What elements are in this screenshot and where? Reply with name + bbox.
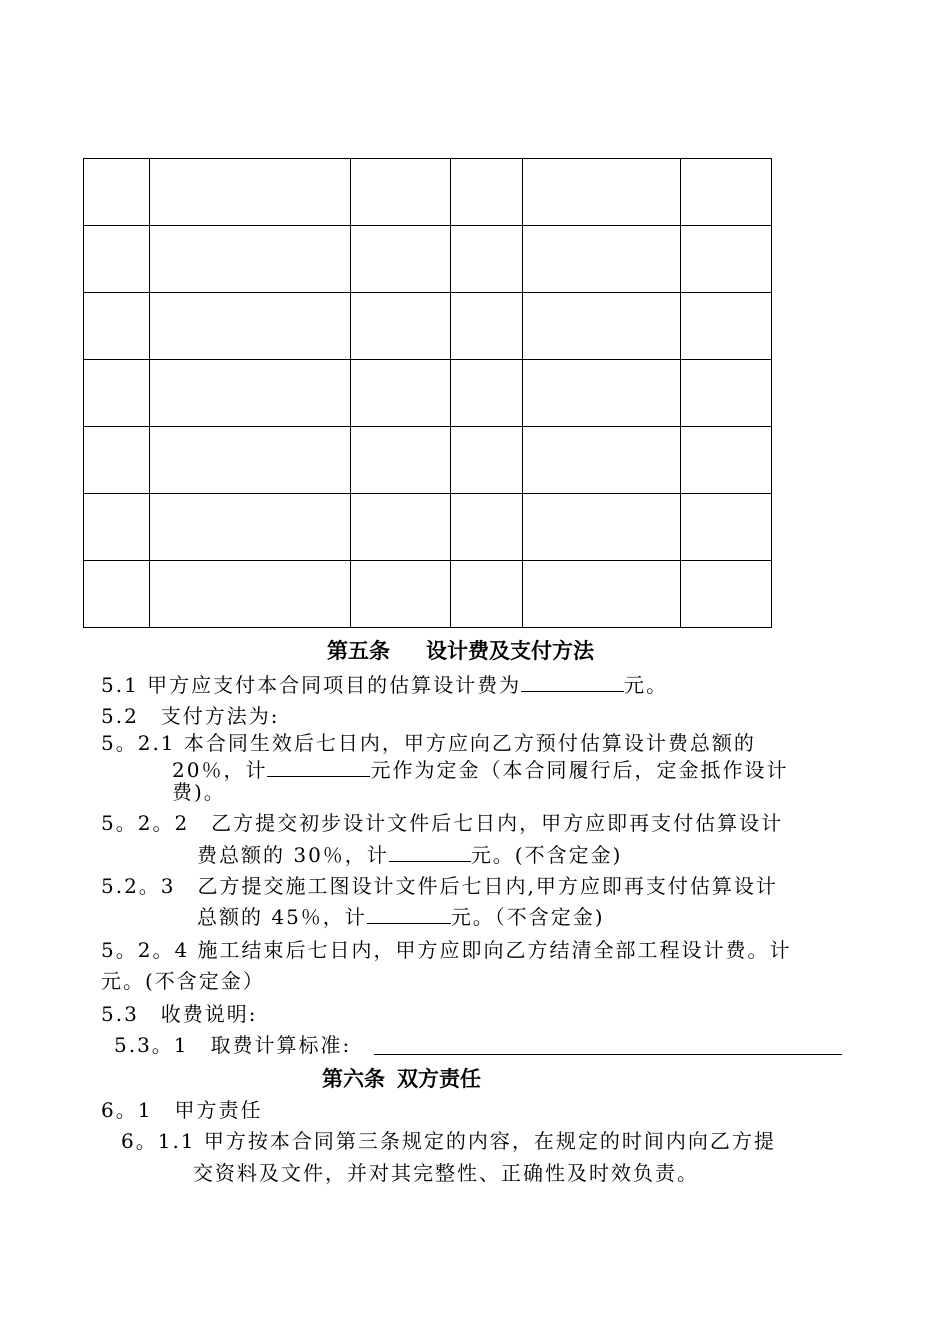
deposit-text: 元作为定金（本合同履行后，定金抵作设计 [370,758,789,782]
table-cell[interactable] [84,427,150,494]
second-payment-blank[interactable] [389,841,471,862]
clause-5-2-3-line1: 5.2。3 乙方提交施工图设计文件后七日内,甲方应即再支付估算设计 [101,874,778,898]
second-payment-percent: 费总额的 30％，计 [197,843,389,867]
table-row [84,494,772,561]
table-cell[interactable] [84,561,150,628]
table-cell[interactable] [351,360,451,427]
table-cell[interactable] [681,159,772,226]
table-cell[interactable] [523,427,681,494]
table-row [84,427,772,494]
clause-5-2-1-line2 [172,756,788,783]
table-cell[interactable] [351,159,451,226]
table-cell[interactable] [351,561,451,628]
table-cell[interactable] [451,494,523,561]
clause-6-1-1-line1: 6。1.1 甲方按本合同第三条规定的内容，在规定的时间内向乙方提 [121,1129,776,1153]
table-cell[interactable] [84,360,150,427]
table-cell[interactable] [150,561,351,628]
table-cell[interactable] [523,360,681,427]
third-payment-percent: 总额的 45％，计 [197,905,367,929]
table-cell[interactable] [523,293,681,360]
table-cell[interactable] [681,226,772,293]
clause-5-1 [101,671,668,698]
article-6-title: 双方责任 [397,1067,481,1091]
third-payment-unit: 元。（不含定金) [450,905,605,929]
deposit-amount-blank[interactable] [267,756,370,777]
clause-5-1-unit: 元。 [624,673,669,697]
table-cell[interactable] [451,427,523,494]
table-cell[interactable] [523,159,681,226]
table-cell[interactable] [150,226,351,293]
clause-5-3-1: 5.3。1 取费计算标准: [114,1033,352,1057]
clause-5-2-1-line3: 费)。 [172,780,226,804]
table-row [84,159,772,226]
table-row [84,360,772,427]
table-cell[interactable] [150,360,351,427]
table-cell[interactable] [150,427,351,494]
table-cell[interactable] [681,293,772,360]
design-fee-blank[interactable] [521,671,624,692]
clause-5-2: 5.2 支付方法为: [101,704,280,728]
table-cell[interactable] [451,226,523,293]
table-cell[interactable] [451,360,523,427]
clause-5-2-4-line1: 5。2。4 施工结束后七日内，甲方应即向乙方结清全部工程设计费。计 [101,938,792,962]
table-row [84,226,772,293]
table-cell[interactable] [681,360,772,427]
fee-standard-blank[interactable] [374,1034,842,1055]
article-6-heading [322,1065,481,1093]
clause-5-1-text: 5.1 甲方应支付本合同项目的估算设计费为 [101,673,522,697]
deposit-percent: 20％，计 [172,758,268,782]
article-5-title: 设计费及支付方法 [426,639,594,663]
third-payment-blank[interactable] [367,903,451,924]
table-cell[interactable] [351,494,451,561]
table-cell[interactable] [681,427,772,494]
clause-5-2-3-line2 [197,903,605,930]
blank-table [83,158,772,628]
second-payment-unit: 元。(不含定金) [470,843,623,867]
table-cell[interactable] [451,159,523,226]
table-cell[interactable] [150,159,351,226]
table-cell[interactable] [681,494,772,561]
clause-5-2-2-line1: 5。2。2 乙方提交初步设计文件后七日内，甲方应即再支付估算设计 [101,811,784,835]
article-5-heading [327,637,594,665]
table-cell[interactable] [150,293,351,360]
table-cell[interactable] [351,293,451,360]
table-cell[interactable] [351,226,451,293]
table-cell[interactable] [523,561,681,628]
table-cell[interactable] [84,494,150,561]
table-cell[interactable] [84,159,150,226]
table-cell[interactable] [150,494,351,561]
table-cell[interactable] [523,226,681,293]
clause-5-2-1-line1: 5。2.1 本合同生效后七日内，甲方应向乙方预付估算设计费总额的 [101,731,756,755]
table-cell[interactable] [84,293,150,360]
clause-6-1: 6。1 甲方责任 [101,1098,263,1122]
clause-5-3: 5.3 收费说明: [101,1002,258,1026]
clause-6-1-1-line2: 交资料及文件，并对其完整性、正确性及时效负责。 [193,1161,699,1185]
table-cell[interactable] [681,561,772,628]
article-5-number: 第五条 [327,639,390,663]
table-cell[interactable] [84,226,150,293]
table-cell[interactable] [451,561,523,628]
article-6-number: 第六条 [322,1067,385,1091]
clause-5-2-2-line2 [197,841,622,868]
table-cell[interactable] [451,293,523,360]
table-row [84,293,772,360]
table-cell[interactable] [351,427,451,494]
clause-5-2-4-line2: 元。(不含定金） [101,969,265,993]
table-cell[interactable] [523,494,681,561]
table-row [84,561,772,628]
